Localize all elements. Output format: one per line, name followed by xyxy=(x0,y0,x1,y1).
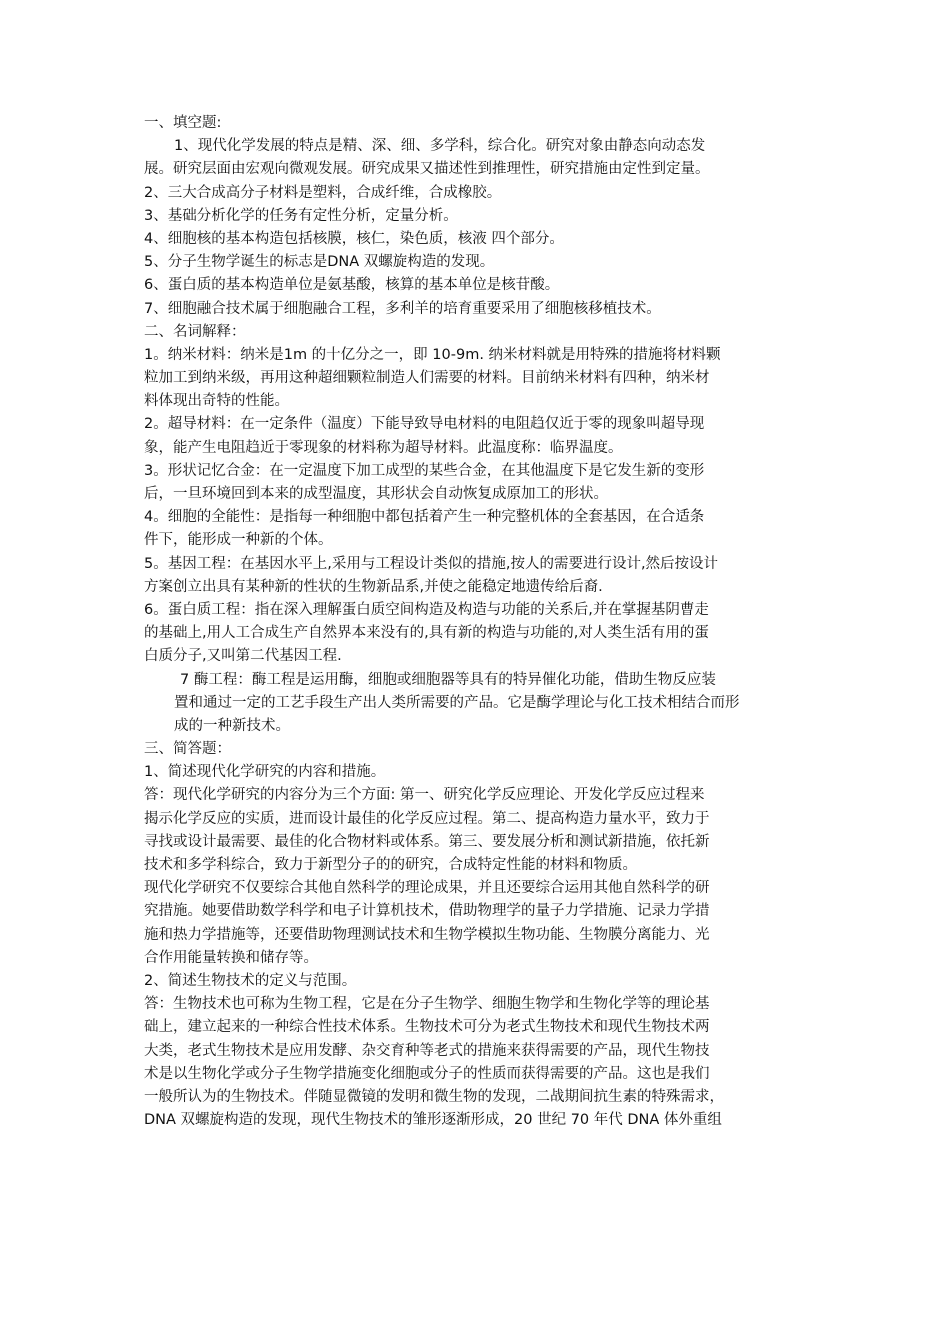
text-line: 5。基因工程：在基因水平上,采用与工程设计类似的措施,按人的需要进行设计,然后按设计 xyxy=(144,555,719,572)
text-line: 的基础上,用人工合成生产自然界本来没有的,具有新的构造与功能的,对人类生活有用的蛋 xyxy=(144,625,709,642)
text-line: 2、三大合成高分子材料是塑料，合成纤维，合成橡胶。 xyxy=(144,184,502,201)
text-line: 后，一旦环境回到本来的成型温度，其形状会自动恢复成原加工的形状。 xyxy=(144,486,608,502)
text-line: 方案创立出具有某种新的性状的生物新品系,并使之能稳定地遗传给后裔. xyxy=(144,578,603,595)
text-line: 7 酶工程：酶工程是运用酶，细胞或细胞器等具有的特异催化功能，借助生物反应装 xyxy=(180,671,716,688)
text-line: 寻找或设计最需要、最佳的化合物材料或体系。第三、要发展分析和测试新措施，依托新 xyxy=(144,833,710,850)
text-line: 2、简述生物技术的定义与范围。 xyxy=(144,972,357,989)
text-line: 成的一种新技术。 xyxy=(174,717,290,734)
text-line: 象，能产生电阻趋近于零现象的材料称为超导材料。此温度称：临界温度。 xyxy=(144,439,623,456)
text-line: 置和通过一定的工艺手段生产出人类所需要的产品。它是酶学理论与化工技术相结合而形 xyxy=(174,694,740,711)
text-line: 料体现出奇特的性能。 xyxy=(144,393,289,410)
text-line: 1。纳米材料：纳米是1m 的十亿分之一，即 10-9m. 纳米材料就是用特殊的措施将材料颗 xyxy=(144,346,721,363)
text-line: 5、分子生物学诞生的标志是DNA 双螺旋构造的发现。 xyxy=(144,254,495,271)
text-line: 术是以生物化学或分子生物学措施变化细胞或分子的性质而获得需要的产品。这也是我们 xyxy=(144,1065,710,1082)
text-line: 大类，老式生物技术是应用发酵、杂交育种等老式的措施来获得需要的产品，现代生物技 xyxy=(144,1042,710,1059)
text-line: 粒加工到纳米级，再用这种超细颗粒制造人们需要的材料。目前纳米材料有四种，纳米材 xyxy=(144,370,710,387)
text-line: 合作用能量转换和储存等。 xyxy=(144,949,318,966)
text-line: 三、简答题： xyxy=(144,741,231,758)
text-line: DNA 双螺旋构造的发现，现代生物技术的雏形逐渐形成，20 世纪 70 年代 DNA 体外重组 xyxy=(144,1112,722,1129)
text-line: 3、基础分析化学的任务有定性分析，定量分析。 xyxy=(144,207,458,224)
text-line: 6、蛋白质的基本构造单位是氨基酸，核算的基本单位是核苷酸。 xyxy=(144,277,560,294)
text-line: 3。形状记忆合金：在一定温度下加工成型的某些合金，在其他温度下是它发生新的变形 xyxy=(144,462,705,479)
text-line: 白质分子,又叫第二代基因工程. xyxy=(144,648,342,665)
text-line: 一、填空题: xyxy=(144,115,222,131)
text-line: 究措施。她要借助数学科学和电子计算机技术，借助物理学的量子力学措施、记录力学措 xyxy=(144,903,710,920)
text-line: 施和热力学措施等，还要借助物理测试技术和生物学模拟生物功能、生物膜分离能力、光 xyxy=(144,926,710,943)
text-line: 1、现代化学发展的特点是精、深、细、多学科，综合化。研究对象由静态向动态发 xyxy=(174,138,706,155)
text-line: 揭示化学反应的实质，进而设计最佳的化学反应过程。第二、提高构造力量水平，致力于 xyxy=(144,810,710,827)
text-line: 1、简述现代化学研究的内容和措施。 xyxy=(144,764,386,781)
text-line: 一般所认为的生物技术。伴随显微镜的发明和微生物的发现，二战期间抗生素的特殊需求， xyxy=(144,1088,724,1105)
text-line: 技术和多学科综合，致力于新型分子的的研究，合成特定性能的材料和物质。 xyxy=(144,857,637,873)
text-line: 7、细胞融合技术属于细胞融合工程，多利羊的培育重要采用了细胞核移植技术。 xyxy=(144,300,661,317)
text-line: 展。研究层面由宏观向微观发展。研究成果又描述性到推理性，研究措施由定性到定量。 xyxy=(144,161,710,178)
text-line: 答：现代化学研究的内容分为三个方面: 第一、研究化学反应理论、开发化学反应过程来 xyxy=(144,787,705,804)
document-body xyxy=(144,112,812,1132)
text-line: 4、细胞核的基本构造包括核膜，核仁，染色质，核液 四个部分。 xyxy=(144,230,564,247)
text-line: 6。蛋白质工程：指在深入理解蛋白质空间构造及构造与功能的关系后,并在掌握基阴曹走 xyxy=(144,601,709,618)
text-line: 2。超导材料：在一定条件（温度）下能导致导电材料的电阻趋仅近于零的现象叫超导现 xyxy=(144,416,705,433)
text-line: 现代化学研究不仅要综合其他自然科学的理论成果，并且还要综合运用其他自然科学的研 xyxy=(144,880,710,897)
text-line: 答：生物技术也可称为生物工程，它是在分子生物学、细胞生物学和生物化学等的理论基 xyxy=(144,996,710,1013)
text-line: 件下，能形成一种新的个体。 xyxy=(144,532,333,549)
text-line: 4。细胞的全能性：是指每一种细胞中都包括着产生一种完整机体的全套基因，在合适条 xyxy=(144,509,705,526)
text-line: 础上，建立起来的一种综合性技术体系。生物技术可分为老式生物技术和现代生物技术两 xyxy=(144,1019,710,1036)
text-line: 二、名词解释： xyxy=(144,323,246,340)
